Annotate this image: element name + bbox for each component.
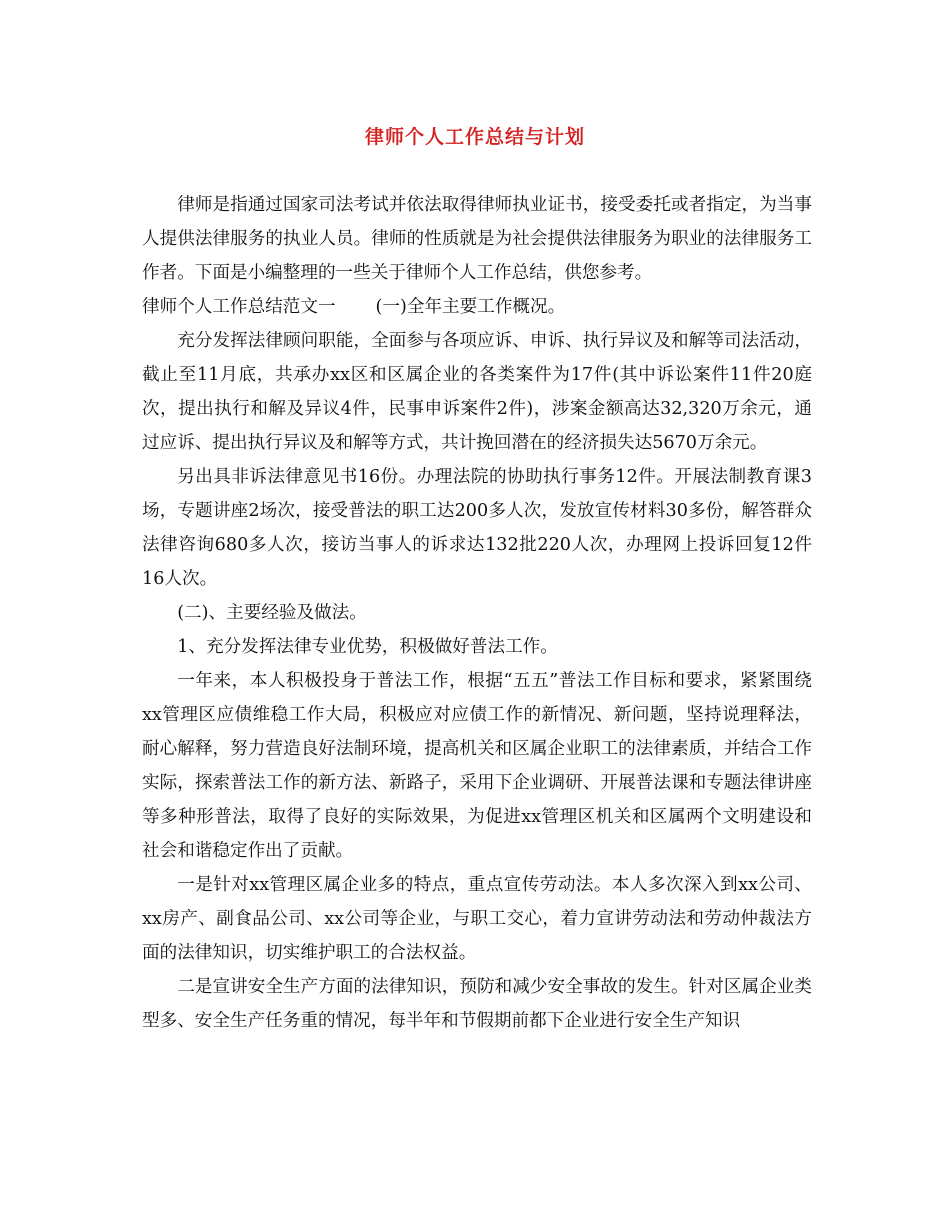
paragraph-5: 二是宣讲安全生产方面的法律知识，预防和减少安全事故的发生。针对区属企业类型多、安全生产任务重的情况，每半年和节假期前都下企业进行安全生产知识 <box>142 977 812 1031</box>
paragraph-4: 一是针对xx管理区属企业多的特点，重点宣传劳动法。本人多次深入到xx公司、xx房产、副食品公司、xx公司等企业，与职工交心，着力宣讲劳动法和劳动仲裁法方面的法律知识，切实维护职工的合法权益。 <box>142 875 812 963</box>
paragraph-3: 一年来，本人积极投身于普法工作，根据“五五”普法工作目标和要求，紧紧围绕xx管理区应债维稳工作大局，积极应对应债工作的新情况、新问题，坚持说理释法，耐心解释，努力营造良好法制环境，提高机关和区属企业职工的法律素质，并结合工作实际，探索普法工作的新方法、新路子，采用下企业调研、开展普法课和专题法律讲座等多种形普法，取得了良好的实际效果，为促进xx管理区机关和区属两个文明建设和社会和谐稳定作出了贡献。 <box>142 671 812 861</box>
document-body <box>142 188 812 1038</box>
intro-paragraph: 律师是指通过国家司法考试并依法取得律师执业证书，接受委托或者指定，为当事人提供法律服务的执业人员。律师的性质就是为社会提供法律服务为职业的法律服务工作者。下面是小编整理的一些关于律师个人工作总结，供您参考。 <box>142 195 812 283</box>
paragraph-2: 另出具非诉法律意见书16份。办理法院的协助执行事务12件。开展法制教育课3场，专题讲座2场次，接受普法的职工达200多人次，发放宣传材料30多份，解答群众法律咨询680多人次，接访当事人的诉求达132批220人次，办理网上投诉回复12件16人次。 <box>142 467 812 589</box>
paragraph-1: 充分发挥法律顾问职能，全面参与各项应诉、申诉、执行异议及和解等司法活动，截止至11月底，共承办xx区和区属企业的各类案件为17件(其中诉讼案件11件20庭次，提出执行和解及异议4件，民事申诉案件2件)，涉案金额高达32,320万余元，通过应诉、提出执行异议及和解等方式，共计挽回潜在的经济损失达5670万余元。 <box>142 331 812 453</box>
section2-heading: (二)、主要经验及做法。 <box>177 603 367 623</box>
sample-heading: 律师个人工作总结范文一 <box>142 297 336 317</box>
subsection1-heading: 1、充分发挥法律专业优势，积极做好普法工作。 <box>177 637 558 657</box>
sample-heading-line <box>142 290 812 324</box>
section1-heading: (一)全年主要工作概况。 <box>375 297 566 317</box>
document-title: 律师个人工作总结与计划 <box>364 126 585 148</box>
